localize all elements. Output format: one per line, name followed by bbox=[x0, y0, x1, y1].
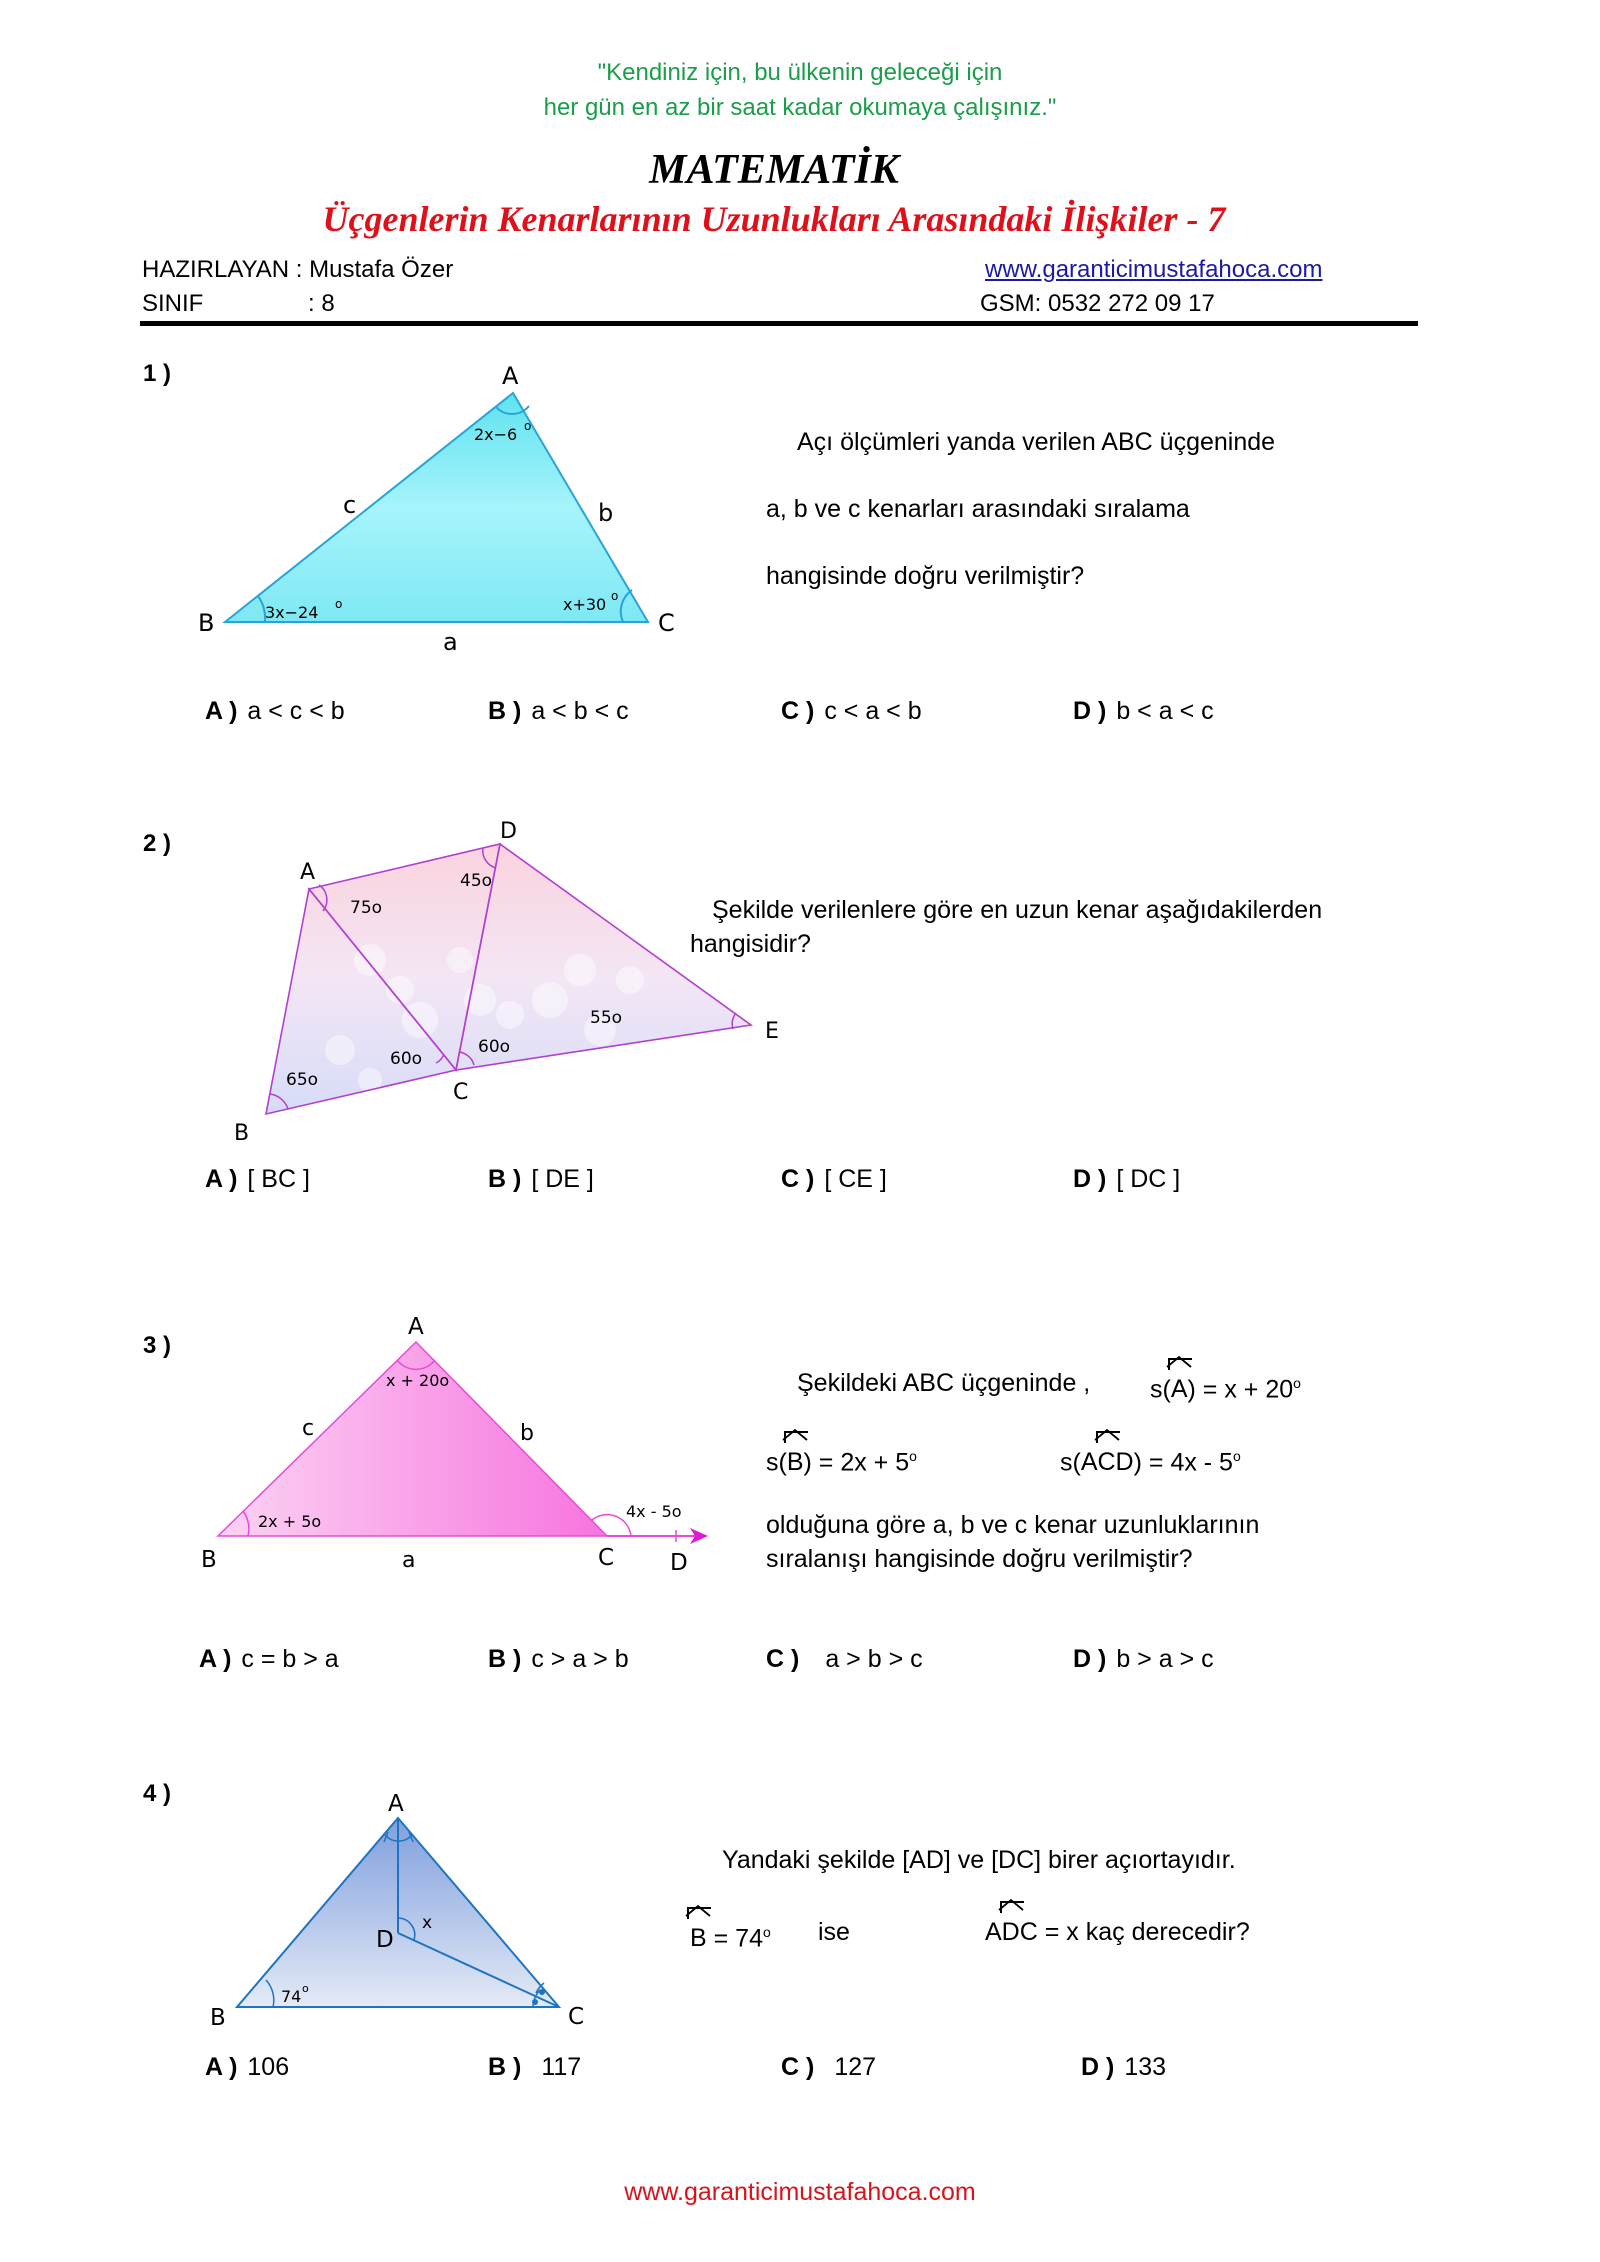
question-3-option-b[interactable] bbox=[488, 1645, 629, 1674]
header-divider bbox=[140, 321, 1418, 326]
degree-sign: o bbox=[1232, 1448, 1241, 1464]
vertex-a-label: A bbox=[300, 860, 316, 885]
option-label: A ) bbox=[205, 1165, 238, 1193]
angle-c1-label: 60o bbox=[390, 1049, 423, 1069]
eq-suffix: ) = x + 20 bbox=[1187, 1375, 1294, 1404]
option-label: C ) bbox=[781, 2053, 815, 2081]
question-2-text-line-2: hangisidir? bbox=[690, 930, 811, 958]
question-1-text-line-3: hangisinde doğru verilmiştir? bbox=[766, 562, 1085, 590]
angle-name: B bbox=[690, 1924, 707, 1953]
question-2-option-c[interactable] bbox=[781, 1165, 887, 1194]
angle-a-label: x + 20o bbox=[386, 1371, 450, 1390]
question-1-option-a[interactable] bbox=[205, 697, 345, 726]
question-4-b-angle bbox=[690, 1915, 771, 1955]
side-c-label: c bbox=[302, 1416, 315, 1441]
option-value: a > b > c bbox=[825, 1645, 923, 1673]
vertex-b-label: B bbox=[234, 1121, 250, 1146]
question-1-text-line-1: Açı ölçümleri yanda verilen ABC üçgeninde bbox=[797, 428, 1276, 456]
option-label: D ) bbox=[1073, 1645, 1107, 1673]
option-label: C ) bbox=[781, 697, 815, 725]
option-label: D ) bbox=[1073, 697, 1107, 725]
option-value: [ CE ] bbox=[824, 1165, 887, 1193]
angle-b-hat bbox=[787, 1445, 804, 1479]
question-1-number: 1 ) bbox=[143, 360, 172, 387]
angle-value: = 74 bbox=[713, 1924, 763, 1953]
question-3-eq-a bbox=[1150, 1366, 1301, 1406]
question-3-number: 3 ) bbox=[143, 1332, 172, 1359]
vertex-c-label: C bbox=[598, 1545, 615, 1571]
option-value: a < b < c bbox=[531, 697, 629, 725]
vertex-e-label: E bbox=[765, 1019, 779, 1044]
vertex-b-label: B bbox=[210, 2005, 226, 2031]
angle-b-label: 65o bbox=[286, 1070, 319, 1090]
option-label: B ) bbox=[488, 1645, 522, 1673]
angle-b-hat bbox=[690, 1921, 707, 1955]
question-4-option-d[interactable] bbox=[1081, 2053, 1166, 2082]
quote-line-2: her gün en az bir saat kadar okumaya çalışınız." bbox=[543, 94, 1057, 121]
question-3-figure bbox=[190, 1310, 730, 1590]
angle-name: ACD bbox=[1080, 1448, 1134, 1477]
side-a-label: a bbox=[443, 628, 458, 656]
question-4-adc-question bbox=[985, 1915, 1250, 1949]
vertex-b-label: B bbox=[198, 609, 215, 637]
side-c-label: c bbox=[343, 491, 357, 519]
option-value: 106 bbox=[247, 2053, 290, 2081]
eq-prefix: s( bbox=[1150, 1375, 1171, 1404]
option-value: a < c < b bbox=[247, 697, 345, 725]
angle-ext-label: 4x - 5o bbox=[626, 1502, 682, 1521]
vertex-c-label: C bbox=[658, 609, 675, 637]
angle-x-label: x bbox=[422, 1913, 433, 1933]
vertex-c-label: C bbox=[453, 1080, 469, 1105]
question-3-option-c[interactable] bbox=[766, 1645, 923, 1674]
vertex-d-label: D bbox=[500, 819, 517, 844]
option-label: A ) bbox=[205, 697, 238, 725]
option-value: c > a > b bbox=[531, 1645, 629, 1673]
eq-prefix: s( bbox=[766, 1448, 787, 1477]
question-3-eq-b bbox=[766, 1439, 917, 1479]
angle-a-deg: o bbox=[524, 419, 532, 433]
question-4-ise: ise bbox=[818, 1918, 850, 1946]
angle-name: B bbox=[786, 1448, 804, 1477]
option-label: B ) bbox=[488, 1165, 522, 1193]
angle-adc-hat bbox=[985, 1915, 1038, 1949]
angle-a-hat bbox=[1171, 1372, 1188, 1406]
side-b-label: b bbox=[598, 499, 614, 527]
class-value: : 8 bbox=[308, 290, 335, 317]
eq-suffix: ) = 2x + 5 bbox=[803, 1448, 910, 1477]
question-2-option-d[interactable] bbox=[1073, 1165, 1180, 1194]
option-label: C ) bbox=[781, 1165, 815, 1193]
angle-c-deg: o bbox=[611, 589, 619, 603]
angle-b-label: 74 bbox=[281, 1987, 302, 2006]
eq-suffix: ) = 4x - 5 bbox=[1133, 1448, 1233, 1477]
angle-acd-hat bbox=[1081, 1445, 1134, 1479]
question-4-option-a[interactable] bbox=[205, 2053, 289, 2082]
question-4-option-c[interactable] bbox=[781, 2053, 876, 2082]
angle-a-label: 75o bbox=[350, 898, 383, 918]
website-link[interactable]: www.garanticimustafahoca.com bbox=[985, 256, 1323, 283]
option-value: b > a > c bbox=[1116, 1645, 1214, 1673]
option-label: C ) bbox=[766, 1645, 800, 1673]
question-4-figure bbox=[200, 1780, 620, 2031]
vertex-c-label: C bbox=[568, 2004, 585, 2030]
angle-a-label: 2x−6 bbox=[474, 425, 518, 444]
author-label: HAZIRLAYAN : Mustafa Özer bbox=[142, 256, 454, 283]
question-rest: = x kaç derecedir? bbox=[1044, 1918, 1250, 1946]
option-label: A ) bbox=[205, 2053, 238, 2081]
question-3-intro: Şekildeki ABC üçgeninde , bbox=[797, 1369, 1091, 1397]
option-label: B ) bbox=[488, 2053, 522, 2081]
eq-prefix: s( bbox=[1060, 1448, 1081, 1477]
question-3-text-line-4: sıralanışı hangisinde doğru verilmiştir? bbox=[766, 1545, 1193, 1573]
option-value: c < a < b bbox=[824, 697, 922, 725]
option-value: [ BC ] bbox=[247, 1165, 310, 1193]
option-value: [ DC ] bbox=[1116, 1165, 1181, 1193]
angle-b-deg: o bbox=[335, 597, 343, 611]
page-title: MATEMATİK bbox=[649, 147, 899, 193]
question-4-option-b[interactable] bbox=[488, 2053, 581, 2082]
phone-number: GSM: 0532 272 09 17 bbox=[980, 290, 1215, 317]
angle-b-label: 2x + 5o bbox=[258, 1512, 322, 1531]
degree-sign: o bbox=[763, 1924, 771, 1940]
bisector-dot-1 bbox=[532, 1999, 538, 2005]
angle-name: ADC bbox=[985, 1918, 1038, 1946]
question-1-option-c[interactable] bbox=[781, 697, 922, 726]
angle-c-label: x+30 bbox=[563, 595, 607, 614]
quote-line-1: "Kendiniz için, bu ülkenin geleceği için bbox=[597, 59, 1003, 86]
class-label: SINIF bbox=[142, 290, 204, 317]
side-a-label: a bbox=[402, 1548, 416, 1573]
option-label: B ) bbox=[488, 697, 522, 725]
question-1-option-b[interactable] bbox=[488, 697, 629, 726]
option-value: 117 bbox=[541, 2053, 582, 2081]
angle-b-label: 3x−24 bbox=[265, 603, 319, 622]
vertex-d-label: D bbox=[376, 1927, 394, 1953]
triangle-abc bbox=[225, 393, 648, 622]
angle-e-label: 55o bbox=[590, 1008, 623, 1028]
option-label: A ) bbox=[199, 1645, 232, 1673]
question-1-text-line-2: a, b ve c kenarları arasındaki sıralama bbox=[766, 495, 1190, 523]
question-2-number: 2 ) bbox=[143, 830, 172, 857]
figure-fill bbox=[266, 844, 751, 1114]
question-3-option-a[interactable] bbox=[199, 1645, 339, 1674]
vertex-b-label: B bbox=[201, 1547, 217, 1573]
question-1-figure bbox=[180, 350, 700, 660]
question-3-eq-acd bbox=[1060, 1439, 1241, 1479]
question-3-text-line-3: olduğuna göre a, b ve c kenar uzunluklarının bbox=[766, 1511, 1260, 1539]
angle-name: A bbox=[1170, 1375, 1188, 1404]
question-1-option-d[interactable] bbox=[1073, 697, 1214, 726]
option-value: c = b > a bbox=[241, 1645, 339, 1673]
question-2-text-line-1: Şekilde verilenlere göre en uzun kenar aşağıdakilerden bbox=[712, 896, 1323, 924]
footer-website[interactable]: www.garanticimustafahoca.com bbox=[624, 2178, 976, 2206]
option-label: D ) bbox=[1073, 1165, 1107, 1193]
vertex-d-label: D bbox=[670, 1550, 688, 1576]
vertex-a-label: A bbox=[388, 1791, 404, 1817]
question-4-number: 4 ) bbox=[143, 1780, 172, 1807]
option-label: D ) bbox=[1081, 2053, 1115, 2081]
degree-sign: o bbox=[909, 1448, 917, 1464]
angle-b-deg: o bbox=[302, 1982, 309, 1995]
option-value: 127 bbox=[834, 2053, 877, 2081]
bisector-dot-2 bbox=[539, 1989, 545, 1995]
option-value: 133 bbox=[1124, 2053, 1167, 2081]
vertex-a-label: A bbox=[408, 1314, 424, 1340]
page-subtitle: Üçgenlerin Kenarlarının Uzunlukları Arasındaki İlişkiler - 7 bbox=[322, 199, 1226, 239]
side-b-label: b bbox=[520, 1421, 534, 1446]
question-2-option-a[interactable] bbox=[205, 1165, 310, 1194]
option-value: [ DE ] bbox=[531, 1165, 594, 1193]
question-2-option-b[interactable] bbox=[488, 1165, 594, 1194]
question-4-text-line-1: Yandaki şekilde [AD] ve [DC] birer açıortayıdır. bbox=[722, 1846, 1236, 1874]
option-value: b < a < c bbox=[1116, 697, 1214, 725]
degree-sign: o bbox=[1293, 1375, 1301, 1391]
angle-d-label: 45o bbox=[460, 871, 493, 891]
angle-c2-label: 60o bbox=[478, 1037, 511, 1057]
question-3-option-d[interactable] bbox=[1073, 1645, 1214, 1674]
vertex-a-label: A bbox=[502, 362, 519, 390]
